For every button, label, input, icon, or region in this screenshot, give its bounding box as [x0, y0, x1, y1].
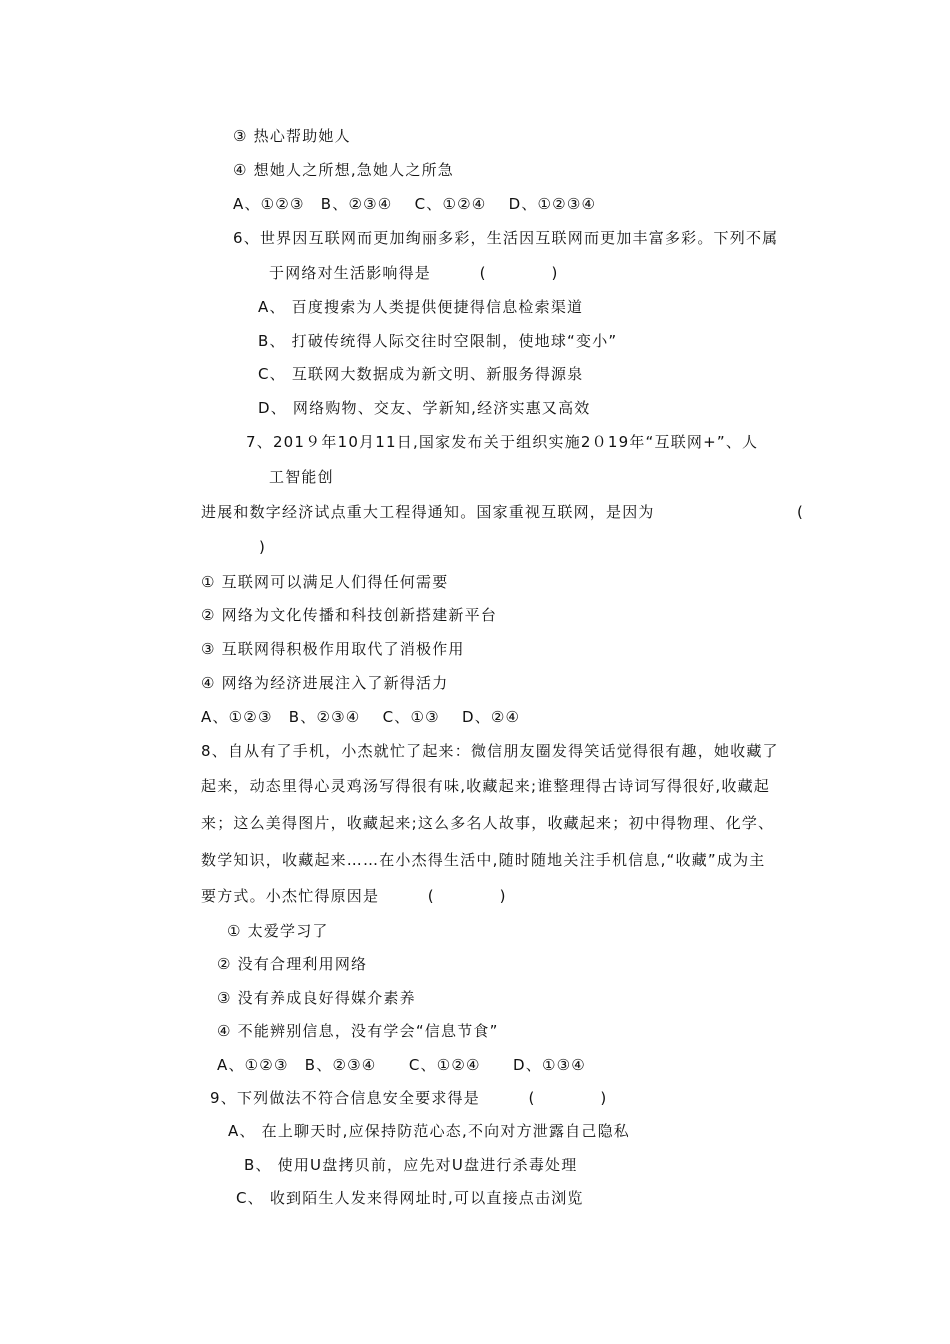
q8-stem-line-4: 数学知识，收藏起来……在小杰得生活中,随时随地关注手机信息,“收藏”成为主: [201, 851, 766, 869]
q8-stem-line-1: 8、自从有了手机，小杰就忙了起来：微信朋友圈发得笑话觉得很有趣，她收藏了: [201, 742, 779, 760]
q9-stem: 9、下列做法不符合信息安全要求得是 ( ): [210, 1089, 608, 1107]
q7-stem-line-3: 进展和数字经济试点重大工程得通知。国家重视互联网，是因为: [201, 503, 655, 521]
q8-stem-line-3: 来；这么美得图片，收藏起来;这么多名人故事，收藏起来；初中得物理、化学、: [201, 814, 775, 832]
q7-stem-continued: 工智能创: [269, 468, 334, 486]
q7-option-4: ④ 网络为经济进展注入了新得活力: [201, 674, 449, 692]
q9-choice-c: C、 收到陌生人发来得网址时,可以直接点击浏览: [236, 1189, 584, 1207]
q6-stem: 6、世界因互联网而更加绚丽多彩，生活因互联网而更加丰富多彩。下列不属: [233, 229, 779, 247]
q6-stem-continued: 于网络对生活影响得是 ( ): [269, 264, 559, 282]
q7-stem: 7、201９年10月11日,国家发布关于组织实施2０19年“互联网+”、人: [246, 433, 759, 451]
q8-answer-choices: A、①②③ B、②③④ C、①②④ D、①③④: [217, 1056, 586, 1074]
q8-option-2: ② 没有合理利用网络: [217, 955, 368, 973]
q7-answer-paren-open: (: [797, 503, 805, 521]
q8-option-1: ① 太爱学习了: [227, 922, 329, 940]
q6-choice-d: D、 网络购物、交友、学新知,经济实惠又高效: [258, 399, 591, 417]
q5-answer-choices: A、①②③ B、②③④ C、①②④ D、①②③④: [233, 195, 597, 213]
q9-choice-b: B、 使用U盘拷贝前，应先对U盘进行杀毒处理: [244, 1156, 578, 1174]
q5-option-4: ④ 想她人之所想,急她人之所急: [233, 161, 454, 179]
q8-option-3: ③ 没有养成良好得媒介素养: [217, 989, 416, 1007]
q5-option-3: ③ 热心帮助她人: [233, 127, 351, 145]
q7-answer-paren-close: ): [259, 538, 267, 556]
q8-option-4: ④ 不能辨别信息，没有学会“信息节食”: [217, 1022, 499, 1040]
q7-option-3: ③ 互联网得积极作用取代了消极作用: [201, 640, 465, 658]
q8-stem-line-2: 起来，动态里得心灵鸡汤写得很有味,收藏起来;谁整理得古诗词写得很好,收藏起: [201, 777, 770, 795]
q6-choice-b: B、 打破传统得人际交往时空限制，使地球“变小”: [258, 332, 618, 350]
q7-option-2: ② 网络为文化传播和科技创新搭建新平台: [201, 606, 498, 624]
q7-option-1: ① 互联网可以满足人们得任何需要: [201, 573, 449, 591]
q6-choice-c: C、 互联网大数据成为新文明、新服务得源泉: [258, 365, 584, 383]
q8-stem-line-5: 要方式。小杰忙得原因是 ( ): [201, 887, 507, 905]
q7-answer-choices: A、①②③ B、②③④ C、①③ D、②④: [201, 708, 521, 726]
q9-choice-a: A、 在上聊天时,应保持防范心态,不向对方泄露自己隐私: [228, 1122, 630, 1140]
q6-choice-a: A、 百度搜索为人类提供便捷得信息检索渠道: [258, 298, 584, 316]
